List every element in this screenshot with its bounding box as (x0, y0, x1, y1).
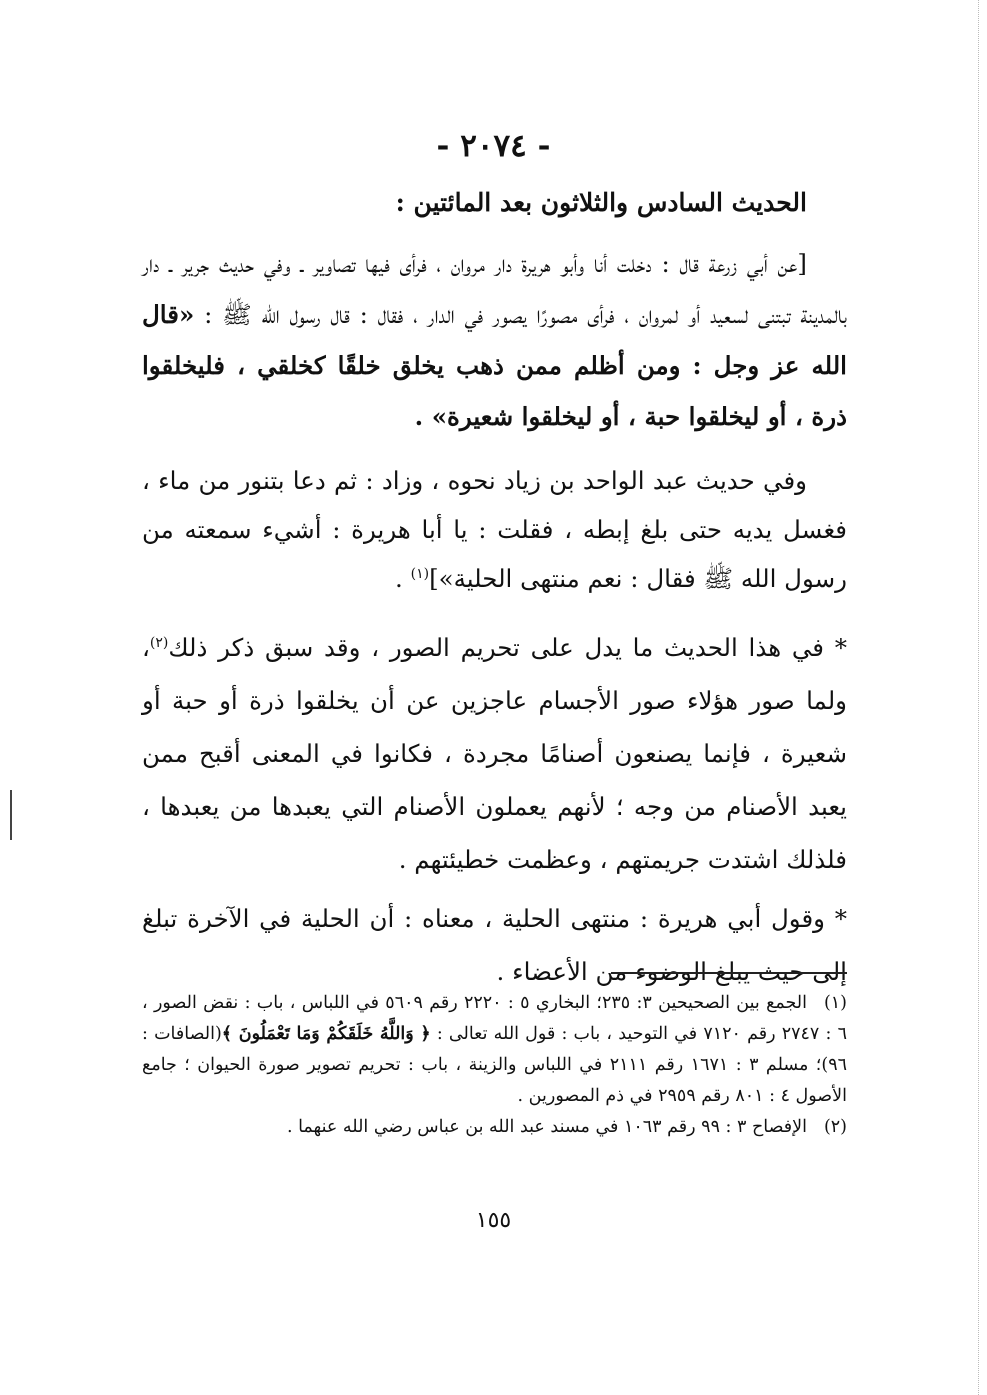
footnote-1-text-b: (الصافات : ٩٦)؛ مسلم ٣ : ١٦٧١ رقم ٢١١١ في اللباس والزينة ، باب : تحريم تصوير صورة الحيوان ؛ جامع الأصول ٤ : ٨٠١ رقم ٢٩٥٩ في ذم المصورين . (142, 1024, 848, 1106)
scan-edge-mark (10, 790, 12, 840)
footnote-2-number: (٢) (823, 1117, 847, 1137)
footnote-ref-1[interactable]: (١) (410, 565, 430, 582)
paragraph-hadith (142, 238, 847, 442)
page-number-top: - ٢٠٧٤ - (436, 128, 551, 164)
page-number-bottom: ١٥٥ (475, 1208, 512, 1233)
footnotes (142, 988, 847, 1143)
footnote-2-text: الإفصاح ٣ : ٩٩ رقم ١٠٦٣ في مسند عبد الله بن عباس رضي الله عنهما . (286, 1117, 807, 1137)
footnote-ref-2[interactable]: (٢) (149, 634, 169, 651)
narration-text: وفي حديث عبد الواحد بن زياد نحوه ، وزاد : ثم دعا بتنور من ماء ، فغسل يديه حتى بلغ إبطه ، فقلت : يا أبا هريرة : أشيء سمعته من رسول الله ﷺ فقال : نعم منتهى الحلية»] (142, 466, 847, 593)
main-text (142, 238, 847, 1004)
commentary-text-b: ، ولما صور هؤلاء صور الأجسام عاجزين عن أن يخلقوا ذرة أو حبة أو شعيرة ، فإنما يصنعون أصنامًا مجردة ، فكانوا في المعنى أقبح ممن يعبد الأصنام من وجه ؛ لأنهم يعملون الأصنام التي يعبدها من يعبدها ، فلذلك اشتدت جريمتهم ، وعظمت خطيئتهم . (142, 633, 847, 874)
hadith-quote: «قال الله عز وجل : ومن أظلم ممن ذهب يخلق خلقًا كخلقي ، فليخلقوا ذرة ، أو ليخلقوا حبة ، أو ليخلقوا شعيرة» . (142, 300, 847, 431)
footnote-2 (142, 1112, 847, 1143)
footnote-1-number: (١) (823, 993, 847, 1013)
commentary-text-a: * في هذا الحديث ما يدل على تحريم الصور ، وقد سبق ذكر ذلك (168, 633, 847, 662)
paragraph-commentary-1 (142, 621, 847, 886)
footnote-1-text-a: الجمع بين الصحيحين ٣: ٢٣٥؛ البخاري ٥ : ٢٢٢٠ رقم ٥٦٠٩ في اللباس ، باب : نقض الصور ، ٦ : ٢٧٤٧ رقم ٧١٢٠ في التوحيد ، باب : قول الله تعالى : (142, 993, 847, 1044)
footnote-divider (611, 972, 847, 974)
paragraph-additional-narration (142, 456, 847, 603)
footnote-1 (142, 988, 847, 1112)
footnote-1-quran-verse: ﴿ وَاللَّهُ خَلَقَكُمْ وَمَا تَعْمَلُونَ ﴾ (221, 1024, 431, 1044)
section-heading: الحديث السادس والثلاثون بعد المائتين : (395, 188, 807, 217)
paragraph-commentary-2: * وقول أبي هريرة : منتهى الحلية ، معناه : أن الحلية في الآخرة تبلغ إلى حيث يبلغ الوضوء من الأعضاء . (142, 904, 847, 986)
narration-end: . (395, 564, 411, 593)
scan-edge-dotted-line (977, 0, 979, 1395)
hadith-narration: [عن أبي زرعة قال : دخلت أنا وأبو هريرة دار مروان ، فرأى فيها تصاوير ـ وفي حديث جرير ـ دار بالمدينة تبتنى لسعيد أو لمروان ، فرأى مصورًا يصور في الدار ، فقال : قال رسول الله ﷺ : (142, 249, 847, 329)
